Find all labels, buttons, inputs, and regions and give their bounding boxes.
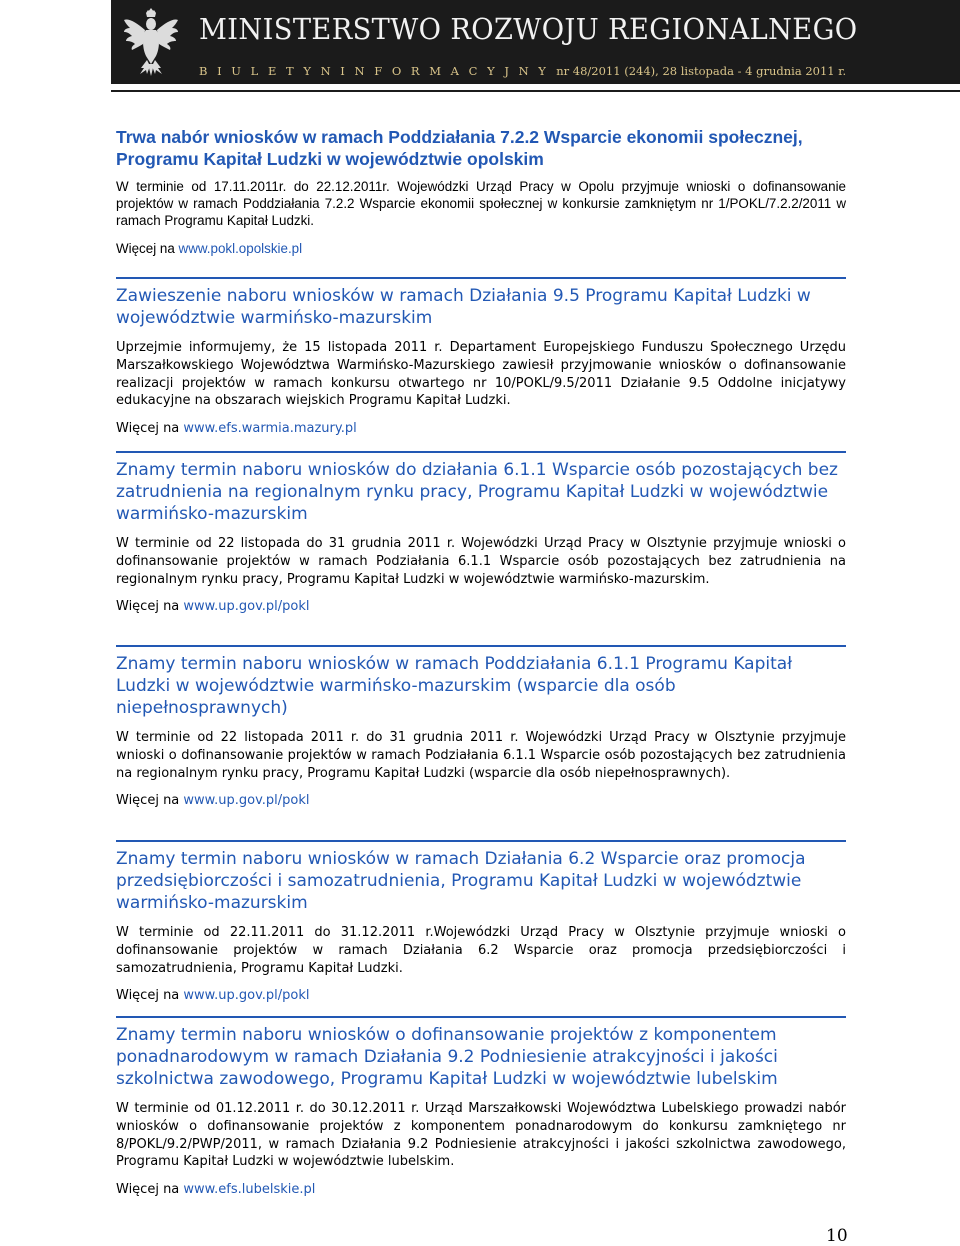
more-line: [116, 598, 846, 616]
more-link[interactable]: www.efs.lubelskie.pl: [183, 1182, 316, 1198]
header-banner: [111, 0, 960, 84]
more-line: [116, 240, 846, 258]
news-body: W terminie od 22 listopada 2011 r. do 31 grudnia 2011 r. Wojewódzki Urząd Pracy w Olsztynie przyjmuje wnioski o dofinansowanie projektów w ramach Podziałania 6.1.1 Wsparcie osób pozostających bez zatrudnienia na regionalnym rynku pracy, Programu Kapitał Ludzki (wsparcie dla osób niepełnosprawnych).: [116, 730, 846, 781]
more-label: Więcej na: [116, 988, 180, 1004]
more-line: [116, 792, 846, 810]
news-body: W terminie od 22 listopada do 31 grudnia 2011 r. Wojewódzki Urząd Pracy w Olsztynie przyjmuje wnioski o dofinansowanie projektów w ramach Podziałania 6.1.1 Wsparcie osób pozostających bez zatrudnienia na regionalnym rynku pracy, Programu Kapitał Ludzki w województwie warmińsko-mazurskim.: [116, 536, 846, 587]
news-title: Znamy termin naboru wniosków w ramach Poddziałania 6.1.1 Programu Kapitał Ludzki w województwie warmińsko-mazurskim (wsparcie dla osób niepełnosprawnych): [116, 645, 846, 719]
news-title: Znamy termin naboru wniosków o dofinansowanie projektów z komponentem ponadnarodowym w ramach Działania 9.2 Podniesienie atrakcyjności i jakości szkolnictwa zawodowego, Programu Kapitał Ludzki w województwie lubelskim: [116, 1016, 846, 1090]
more-link[interactable]: www.pokl.opolskie.pl: [178, 240, 303, 256]
more-line: [116, 987, 846, 1005]
more-link[interactable]: www.up.gov.pl/pokl: [183, 988, 310, 1004]
ministry-title: MINISTERSTWO ROZWOJU REGIONALNEGO: [199, 12, 858, 46]
header-rule: [111, 90, 960, 92]
news-title: Znamy termin naboru wniosków do działania 6.1.1 Wsparcie osób pozostających bez zatrudnienia na regionalnym rynku pracy, Programu Kapitał Ludzki w województwie warmińsko-mazurskim: [116, 451, 846, 525]
news-body: Uprzejmie informujemy, że 15 listopada 2011 r. Departament Europejskiego Funduszu Społecznego Urzędu Marszałkowskiego Województwa Warmińsko-Mazurskiego zawiesił przyjmowanie wniosków o dofinansowanie realizacji projektów w ramach konkursu otwartego nr 10/POKL/9.5/2011 Działanie 9.5 Oddolne inicjatywy edukacyjne na obszarach wiejskich Programu Kapitał Ludzki.: [116, 340, 846, 409]
more-label: Więcej na: [116, 1182, 180, 1198]
bulletin-line: [199, 64, 846, 78]
news-title: Trwa nabór wniosków w ramach Poddziałania 7.2.2 Wsparcie ekonomii społecznej, Programu Kapitał Ludzki w województwie opolskim: [116, 127, 803, 169]
news-item: [116, 126, 846, 258]
page-number: 10: [826, 1226, 848, 1246]
more-link[interactable]: www.up.gov.pl/pokl: [183, 599, 310, 615]
news-title: Zawieszenie naboru wniosków w ramach Działania 9.5 Programu Kapitał Ludzki w województwie warmińsko-mazurskim: [116, 277, 846, 329]
more-link[interactable]: www.efs.warmia.mazury.pl: [183, 421, 357, 437]
more-label: Więcej na: [116, 240, 175, 256]
news-item: [116, 451, 846, 616]
news-item: [116, 1016, 846, 1199]
more-label: Więcej na: [116, 793, 180, 809]
eagle-emblem-icon: [120, 4, 182, 80]
more-label: Więcej na: [116, 421, 180, 437]
more-line: [116, 420, 846, 438]
bulletin-issue: nr 48/2011 (244), 28 listopada - 4 grudnia 2011 r.: [556, 64, 847, 78]
news-body: W terminie od 22.11.2011 do 31.12.2011 r.Wojewódzki Urząd Pracy w Olsztynie przyjmuje wnioski o dofinansowanie projektów w ramach Działania 6.2 Wsparcie oraz promocja przedsiębiorczości i samozatrudnienia, Programu Kapitał Ludzki.: [116, 925, 846, 976]
more-link[interactable]: www.up.gov.pl/pokl: [183, 793, 310, 809]
news-body: W terminie od 17.11.2011r. do 22.12.2011r. Wojewódzki Urząd Pracy w Opolu przyjmuje wnioski o dofinansowanie projektów w ramach Poddziałania 7.2.2 Wsparcie ekonomii społecznej w konkursie zamkniętym nr 1/POKL/7.2.2/2011 w ramach Programu Kapitał Ludzki.: [116, 179, 846, 229]
news-item: [116, 277, 846, 438]
more-line: [116, 1181, 846, 1199]
news-body: W terminie od 01.12.2011 r. do 30.12.2011 r. Urząd Marszałkowski Województwa Lubelskiego prowadzi nabór wniosków o dofinansowanie projektów z komponentem ponadnarodowym do konkursu zamkniętego nr 8/POKL/9.2/PWP/2011, w ramach Działania 9.2 Podniesienie atrakcyjności i jakości szkolnictwa zawodowego, Programu Kapitał Ludzki w województwie lubelskim.: [116, 1101, 846, 1170]
bulletin-label: B I U L E T Y N I N F O R M A C Y J N Y: [199, 64, 549, 78]
news-title: Znamy termin naboru wniosków w ramach Działania 6.2 Wsparcie oraz promocja przedsiębiorczości i samozatrudnienia, Programu Kapitał Ludzki w województwie warmińsko-mazurskim: [116, 840, 846, 914]
news-item: [116, 645, 846, 810]
news-item: [116, 840, 846, 1005]
more-label: Więcej na: [116, 599, 180, 615]
